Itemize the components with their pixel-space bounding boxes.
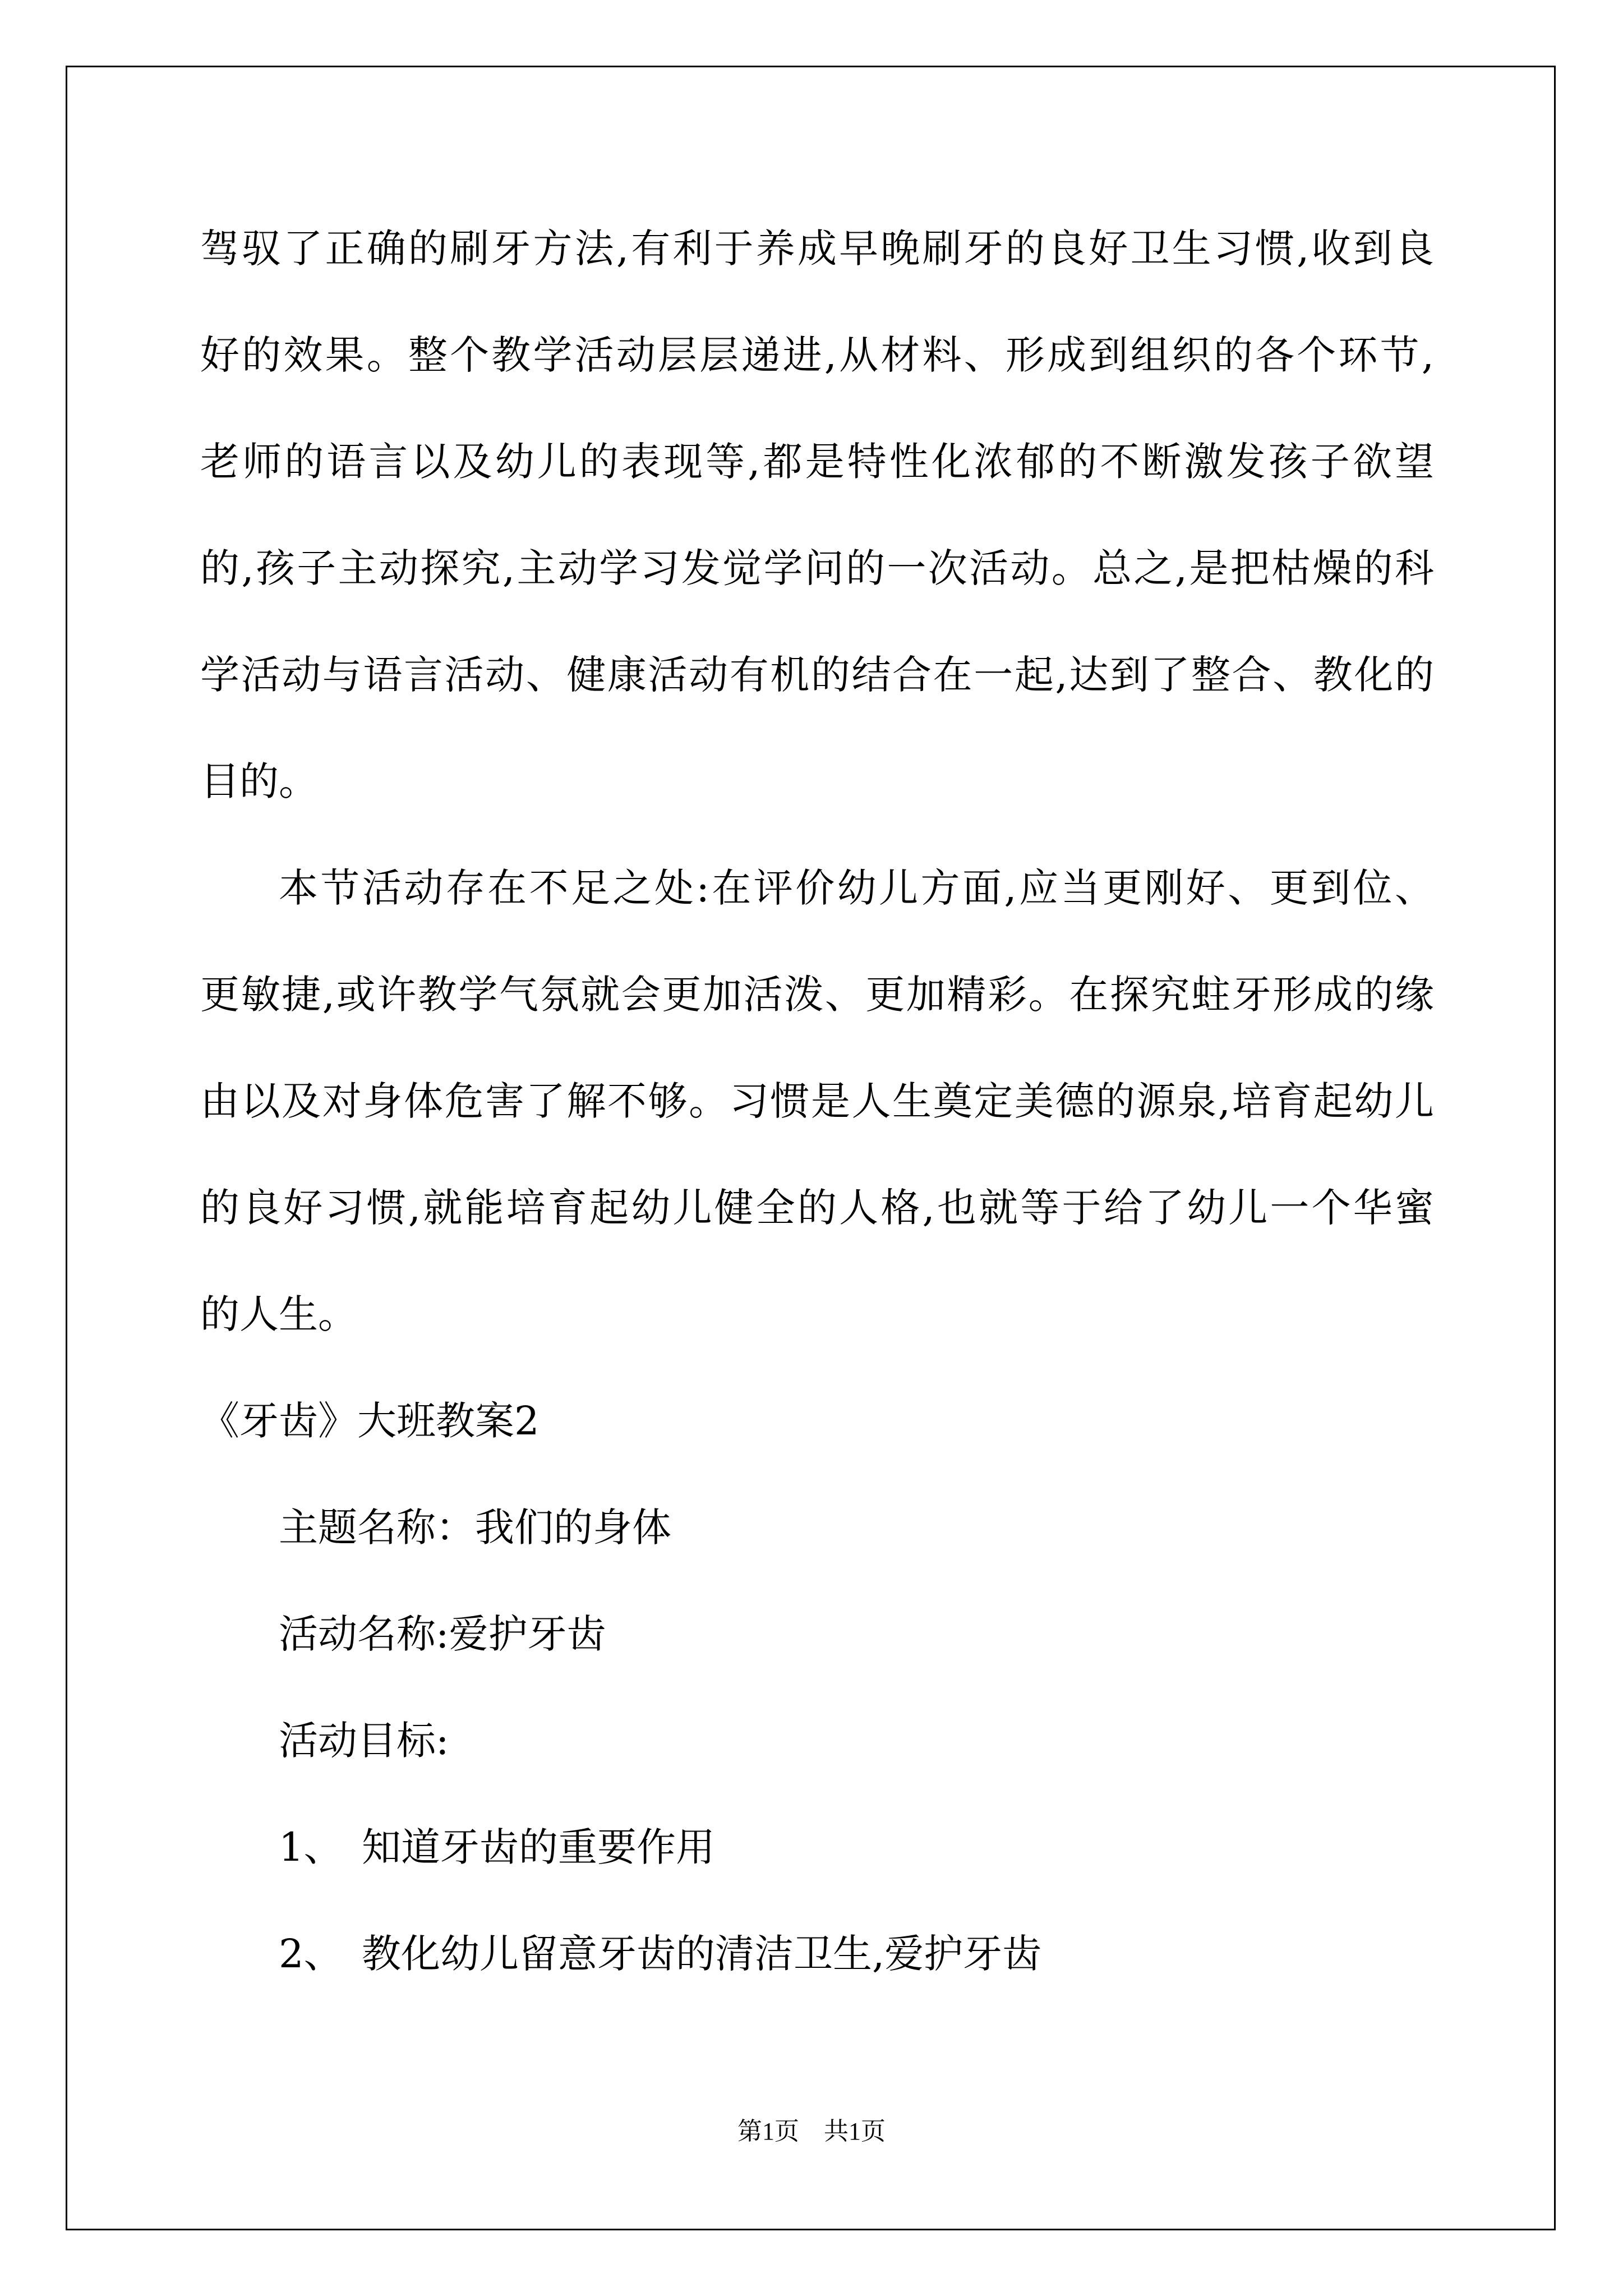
list-item-number: 2、 [279, 1931, 343, 1977]
paragraph-line: 的良好习惯,就能培育起幼儿健全的人格,也就等于给了幼儿一个华蜜 [200, 1185, 1434, 1231]
activity-name-line: 活动名称:爱护牙齿 [279, 1611, 606, 1657]
list-item-text: 知道牙齿的重要作用 [362, 1824, 715, 1870]
theme-line: 主题名称：我们的身体 [279, 1504, 671, 1550]
paragraph-line: 的人生。 [200, 1291, 357, 1337]
goals-heading: 活动目标: [279, 1718, 449, 1764]
list-item-number: 1、 [279, 1824, 343, 1870]
paragraph-line: 由以及对身体危害了解不够。习惯是人生奠定美德的源泉,培育起幼儿 [200, 1078, 1434, 1124]
paragraph-line: 本节活动存在不足之处:在评价幼儿方面,应当更刚好、更到位、 [279, 865, 1434, 911]
page-border [66, 66, 1556, 2230]
list-item-text: 教化幼儿留意牙齿的清洁卫生,爱护牙齿 [362, 1931, 1042, 1977]
paragraph-line: 学活动与语言活动、健康活动有机的结合在一起,达到了整合、教化的 [200, 652, 1434, 698]
paragraph-line: 驾驭了正确的刷牙方法,有利于养成早晚刷牙的良好卫生习惯,收到良 [200, 226, 1434, 272]
page-footer: 第1页 共1页 [737, 2118, 886, 2145]
paragraph-line: 老师的语言以及幼儿的表现等,都是特性化浓郁的不断激发孩子欲望 [200, 439, 1434, 485]
paragraph-line: 目的。 [200, 758, 318, 804]
paragraph-line: 好的效果。整个教学活动层层递进,从材料、形成到组织的各个环节, [200, 332, 1435, 378]
section-heading: 《牙齿》大班教案2 [200, 1398, 540, 1444]
paragraph-line: 更敏捷,或许教学气氛就会更加活泼、更加精彩。在探究蛀牙形成的缘 [200, 972, 1434, 1018]
paragraph-line: 的,孩子主动探究,主动学习发觉学问的一次活动。总之,是把枯燥的科 [200, 545, 1434, 591]
